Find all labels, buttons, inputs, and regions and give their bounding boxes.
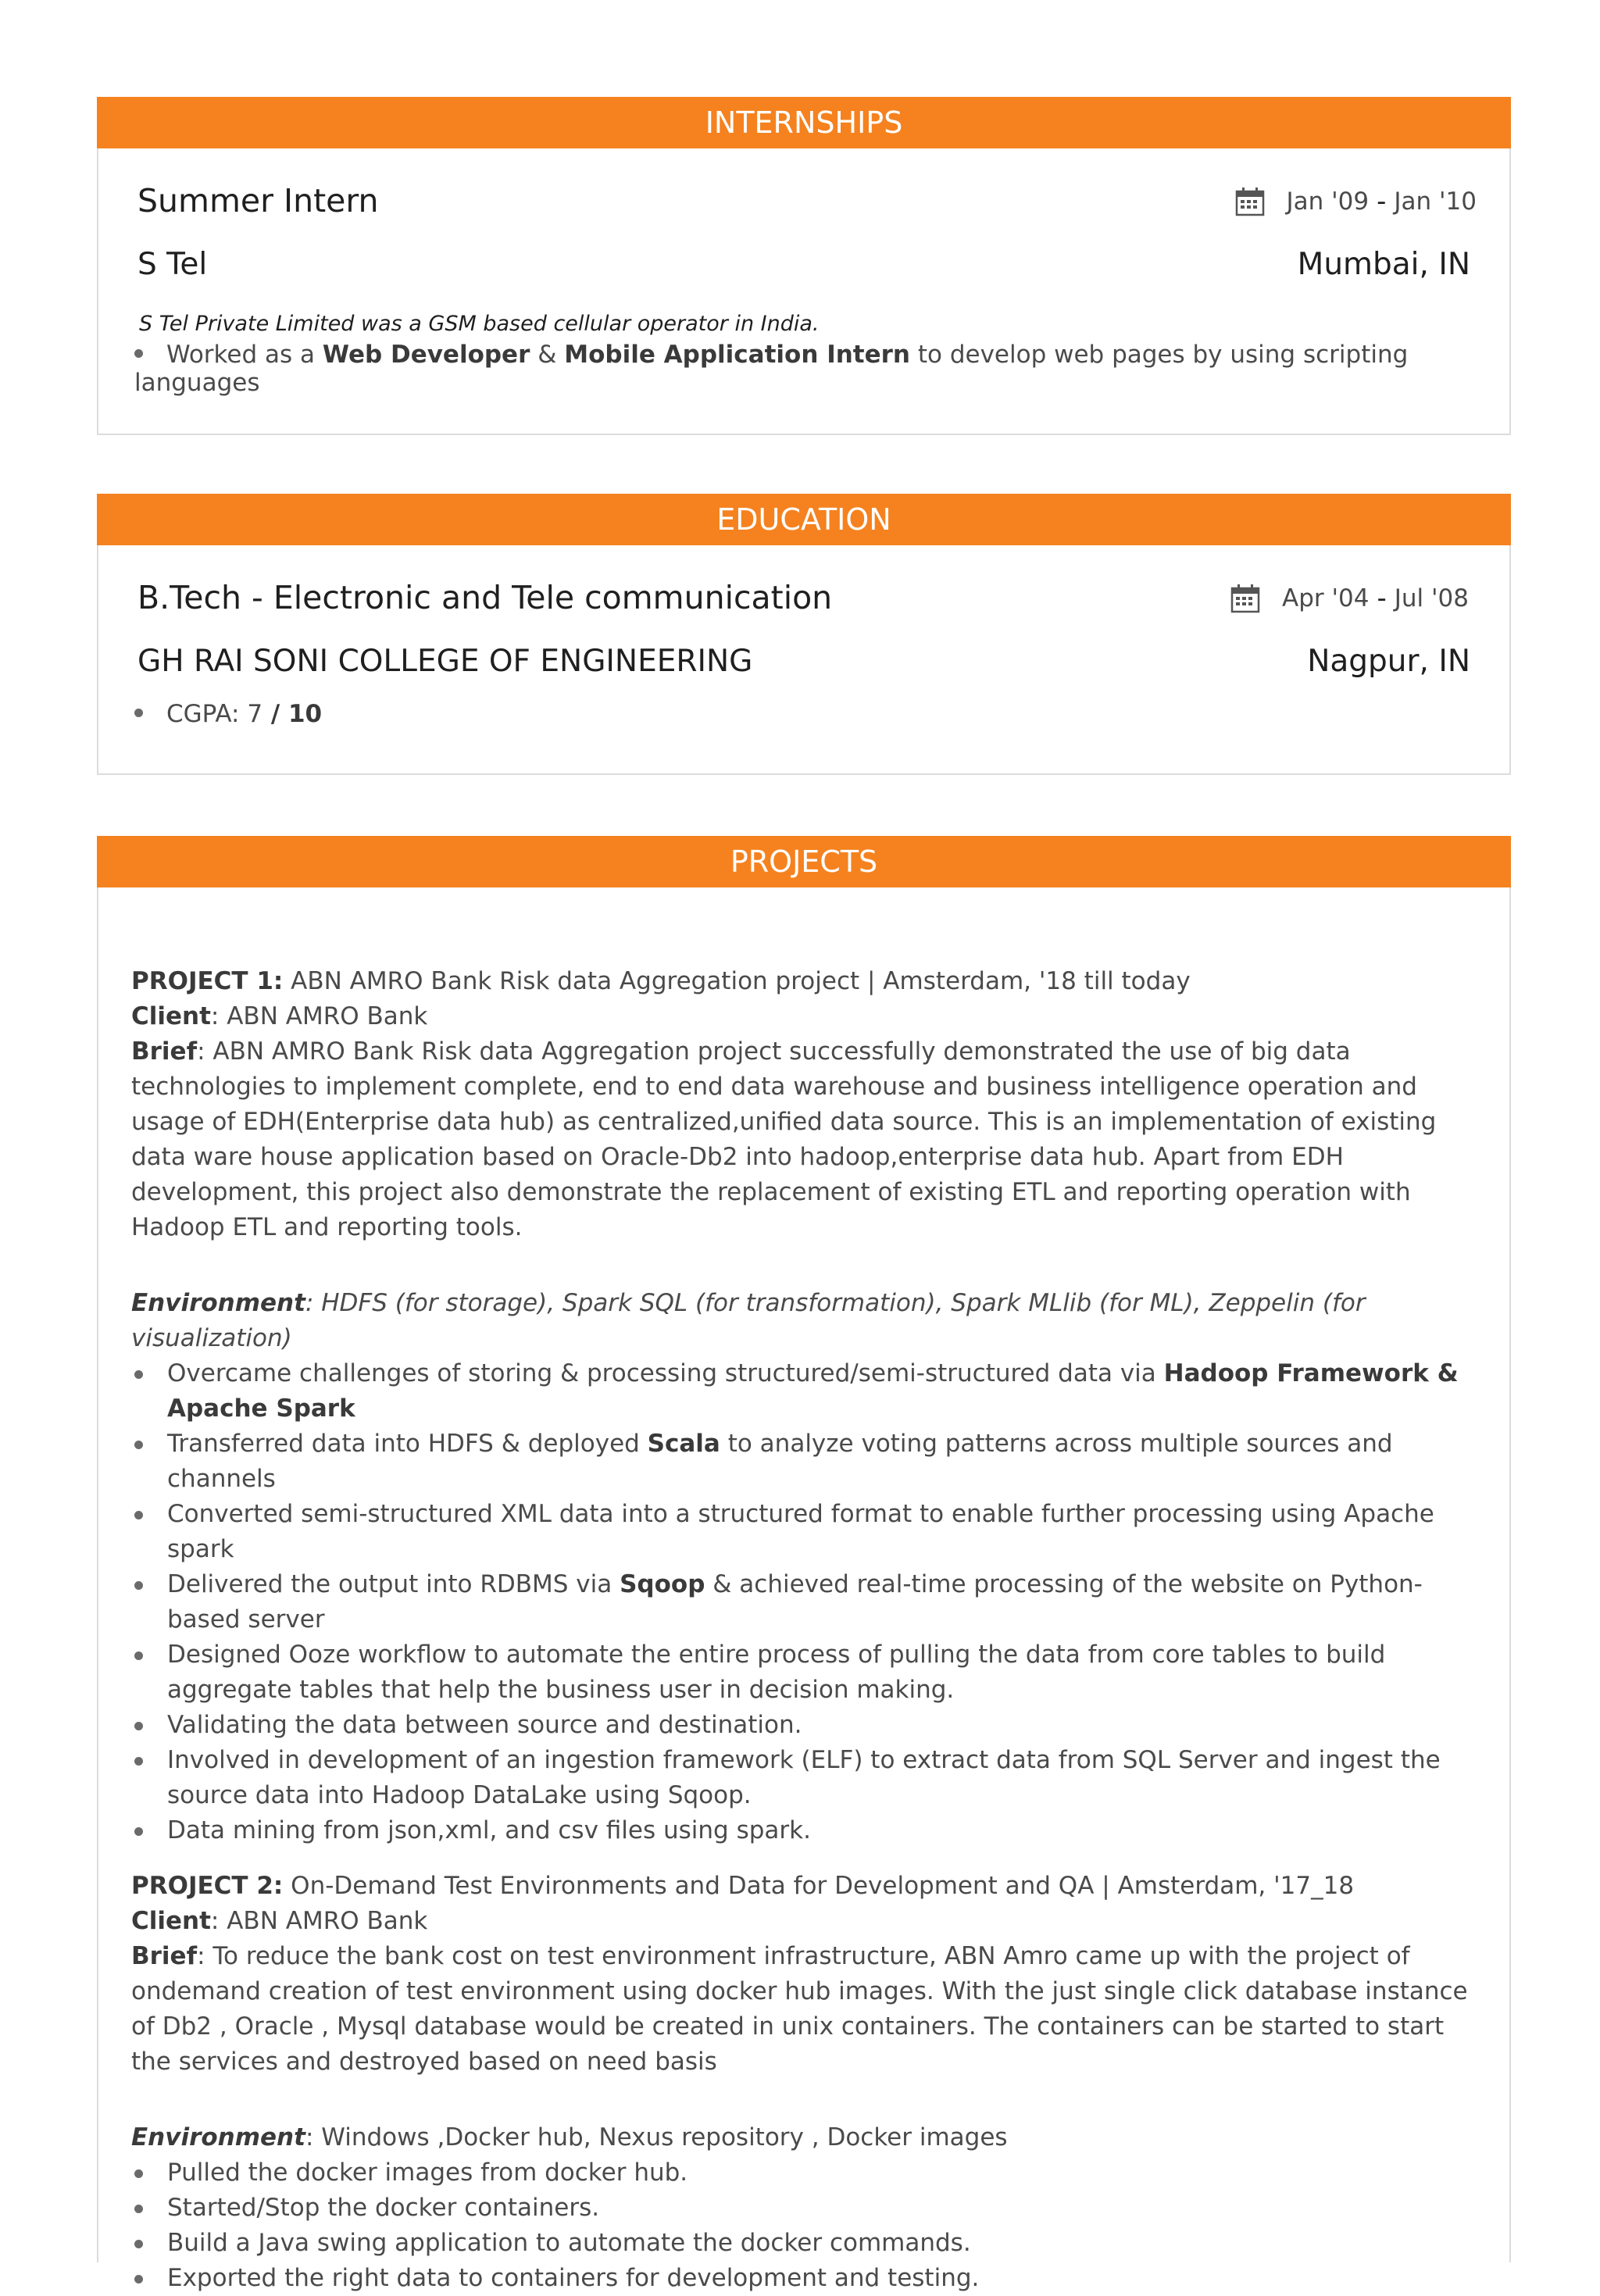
education-section [97, 494, 1511, 775]
list-item: Designed Ooze workflow to automate the entire process of pulling the data from core tables to build aggregate tables that help the business user in decision making. [131, 1637, 1478, 1708]
date-start: Apr '04 [1282, 584, 1370, 612]
project-list [131, 964, 1478, 2296]
project-2-title: PROJECT 2: On-Demand Test Environments and Data for Development and QA | Amsterdam, '17_18 [131, 1872, 1355, 1900]
list-item: Delivered the output into RDBMS via Sqoop & achieved real-time processing of the website on Python-based server [131, 1567, 1478, 1637]
list-item: Pulled the docker images from docker hub. [131, 2155, 1478, 2191]
bullet-icon [134, 709, 143, 717]
internships-header: INTERNSHIPS [97, 97, 1511, 148]
list-item: Worked as a Web Developer & Mobile Application Intern to develop web pages by using scripting languages [134, 341, 1409, 397]
bullet-icon [134, 349, 143, 358]
list-item: Started/Stop the docker containers. [131, 2191, 1478, 2226]
date-end: Jul '08 [1394, 584, 1469, 612]
project-1-brief: Brief: ABN AMRO Bank Risk data Aggregation project successfully demonstrated the use of big data technologies to implement complete, end to end data warehouse and business intelligence operation and usage of EDH(Enterprise data hub) as centralized,unified data source. This is an implementation of existing data ware house application based on Oracle-Db2 into hadoop,enterprise data hub. Apart from EDH development, this project also demonstrate the replacement of existing ETL and reporting operation with Hadoop ETL and reporting tools. [131, 1037, 1437, 1241]
internship-company: S Tel [138, 247, 208, 282]
project-1-environment: Environment: HDFS (for storage), Spark SQL (for transformation), Spark MLlib (for ML), Zeppelin (for visualization) [131, 1289, 1366, 1352]
education-location: Nagpur, IN [1307, 644, 1470, 679]
projects-header: PROJECTS [97, 836, 1511, 887]
project-1-title: PROJECT 1: ABN AMRO Bank Risk data Aggregation project | Amsterdam, '18 till today [131, 967, 1191, 995]
date-start: Jan '09 [1286, 187, 1370, 216]
education-degree: B.Tech - Electronic and Tele communication [138, 579, 833, 616]
education-header: EDUCATION [97, 494, 1511, 545]
project-1-client: Client: ABN AMRO Bank [131, 1002, 428, 1030]
internship-dates [1235, 186, 1477, 217]
calendar-icon [1235, 187, 1265, 216]
education-body [97, 545, 1511, 775]
project-2-client: Client: ABN AMRO Bank [131, 1907, 428, 1935]
internship-location: Mumbai, IN [1297, 247, 1470, 282]
internship-title: Summer Intern [138, 182, 379, 220]
internships-body [97, 148, 1511, 435]
list-item: Validating the data between source and destination. [131, 1708, 1478, 1743]
list-item: Data mining from json,xml, and csv files using spark. [131, 1813, 1478, 1848]
list-item: Overcame challenges of storing & processing structured/semi-structured data via Hadoop Framework & Apache Spark [131, 1356, 1478, 1427]
education-dates [1230, 583, 1469, 614]
projects-section [97, 836, 1511, 2292]
list-item: Build a Java swing application to automate the docker commands. [131, 2226, 1478, 2261]
calendar-icon [1230, 584, 1260, 613]
list-item: Transferred data into HDFS & deployed Scala to analyze voting patterns across multiple sources and channels [131, 1427, 1478, 1497]
date-separator: - [1377, 583, 1387, 614]
date-end: Jan '10 [1394, 187, 1477, 216]
list-item: Converted semi-structured XML data into a structured format to enable further processing using Apache spark [131, 1497, 1478, 1567]
list-item: CGPA: 7 / 10 [134, 700, 322, 728]
internships-section [97, 97, 1511, 435]
list-item: Exported the right data to containers for development and testing. [131, 2261, 1478, 2296]
internship-description: S Tel Private Limited was a GSM based cellular operator in India. [139, 312, 820, 336]
date-separator: - [1377, 186, 1387, 217]
education-school: GH RAI SONI COLLEGE OF ENGINEERING [138, 644, 753, 679]
project-2-brief: Brief: To reduce the bank cost on test environment infrastructure, ABN Amro came up with the project of ondemand creation of test environment using docker hub images. With the just single click database instance of Db2 , Oracle , Mysql database would be created in unix containers. The containers can be started to start the services and destroyed based on need basis [131, 1942, 1468, 2076]
projects-body [97, 887, 1511, 2292]
list-item: Involved in development of an ingestion framework (ELF) to extract data from SQL Server and ingest the source data into Hadoop DataLake using Sqoop. [131, 1743, 1478, 1813]
project-1-bullets [131, 1356, 1478, 1848]
project-2-bullets [131, 2155, 1478, 2296]
project-2-environment: Environment: Windows ,Docker hub, Nexus repository , Docker images [131, 2123, 1008, 2151]
